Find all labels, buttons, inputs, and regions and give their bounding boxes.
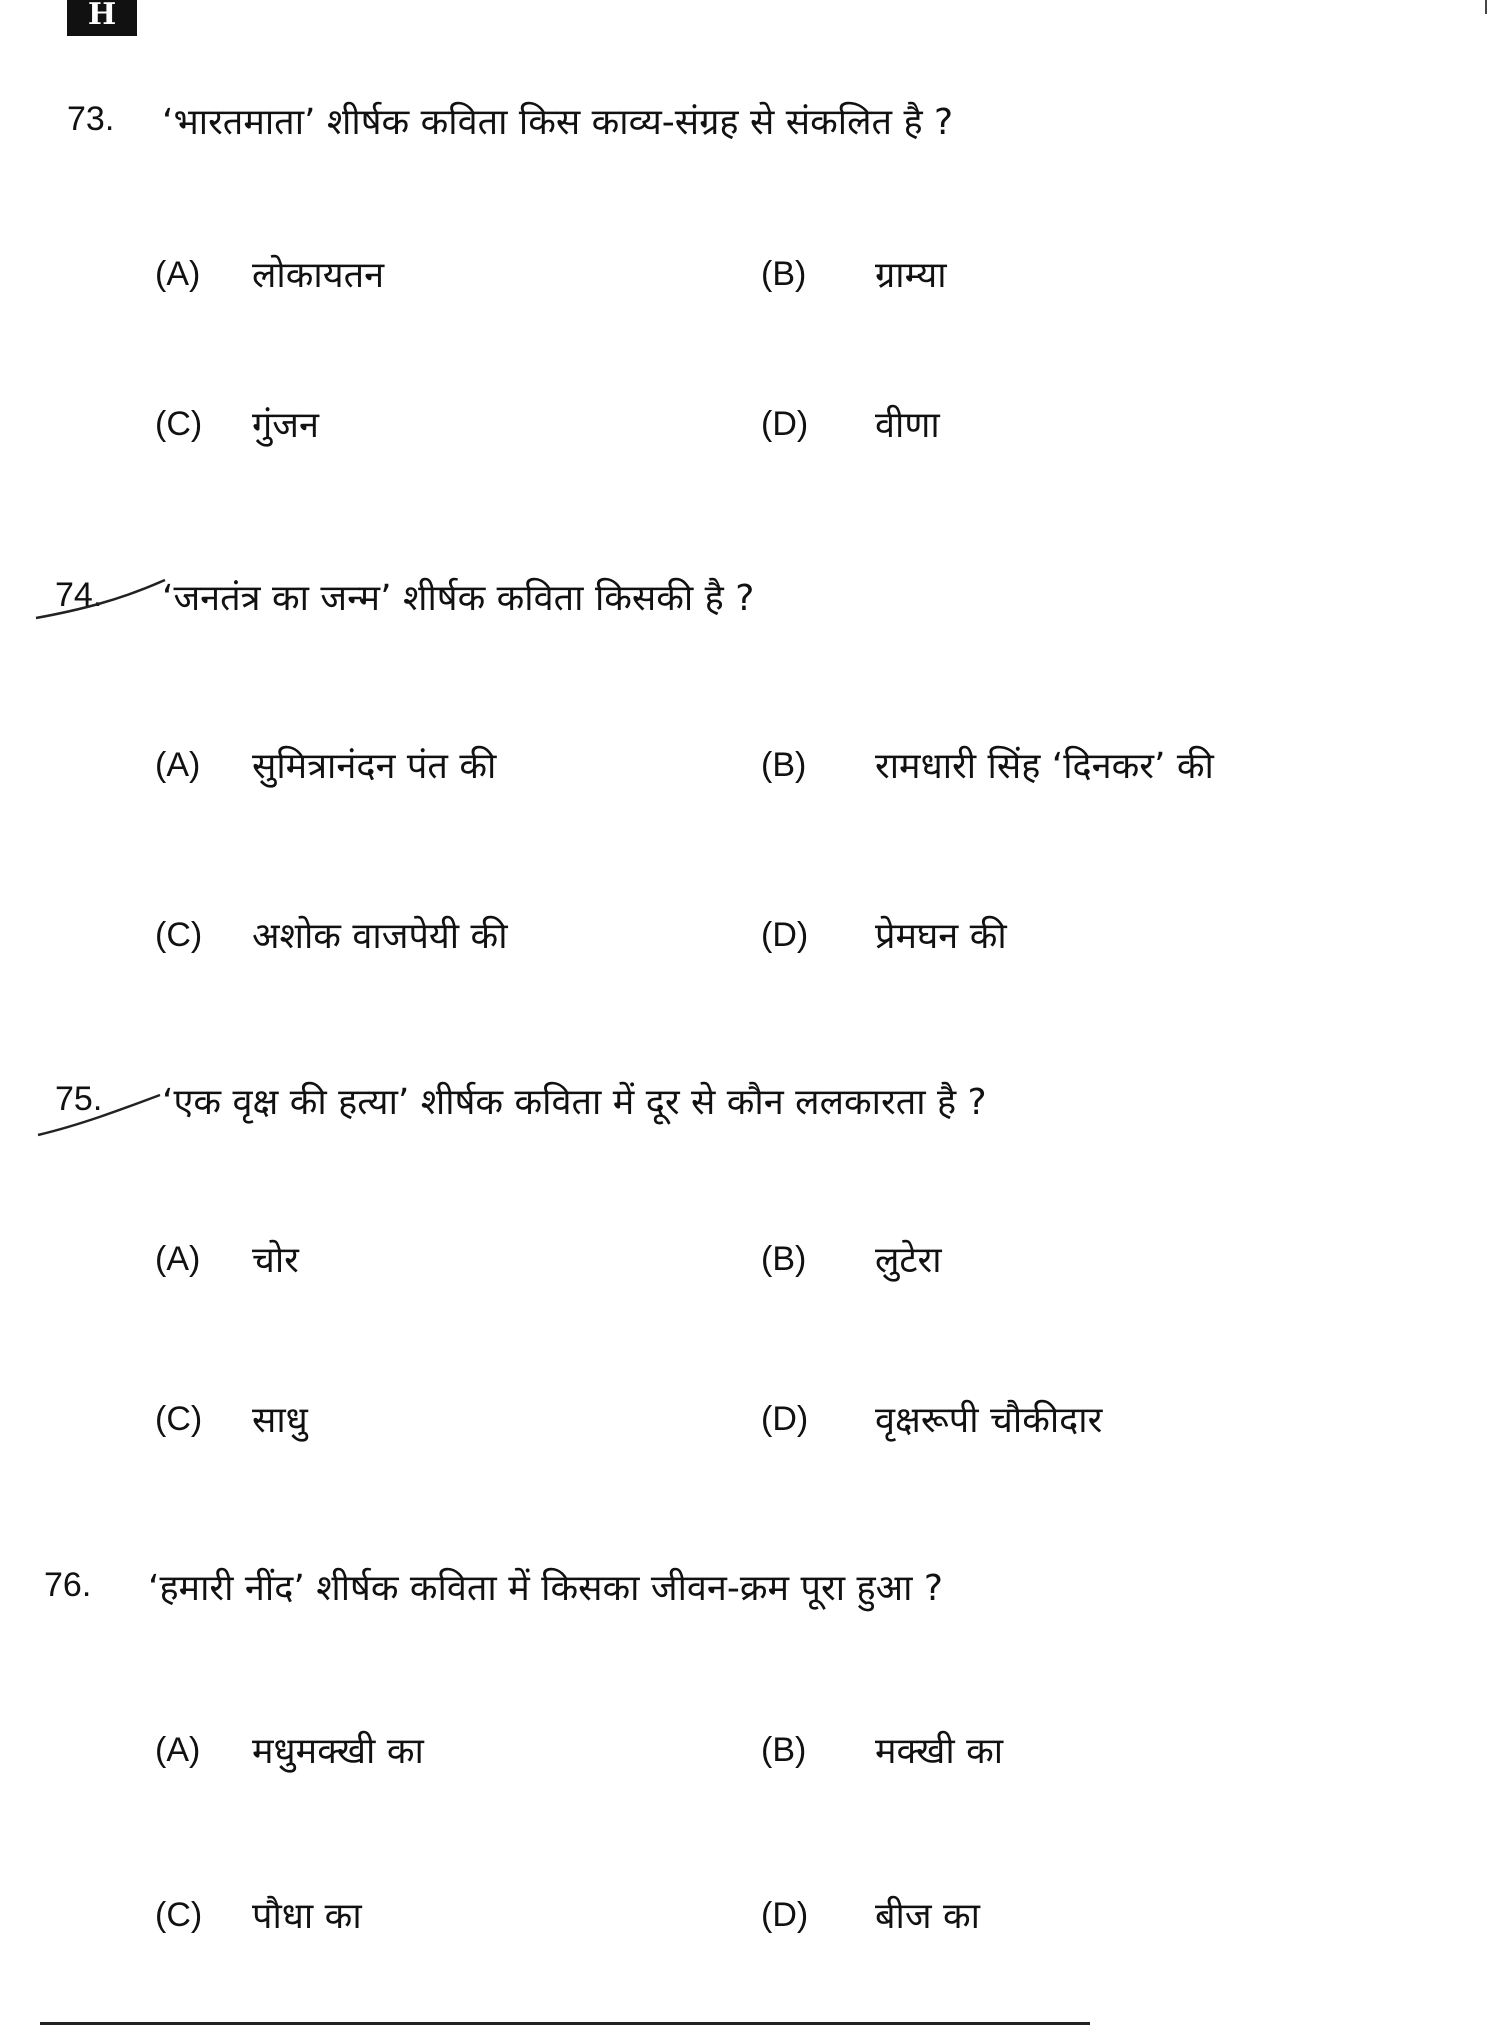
option-text: रामधारी सिंह ‘दिनकर’ की	[875, 746, 1214, 787]
question-number: 73.	[67, 100, 115, 138]
option-text: ग्राम्या	[875, 255, 947, 296]
option-label: (C)	[155, 1400, 203, 1438]
page-corner-mark	[1485, 0, 1487, 14]
option-label: (B)	[761, 1731, 807, 1769]
option-text: अशोक वाजपेयी की	[252, 916, 508, 957]
question-text: ‘हमारी नींद’ शीर्षक कविता में किसका जीवन-क्रम पूरा हुआ ?	[148, 1568, 943, 1609]
option-label: (A)	[155, 1240, 201, 1278]
option-label: (A)	[155, 255, 201, 293]
option-text: साधु	[252, 1400, 308, 1441]
option-label: (D)	[761, 405, 809, 443]
question-text: ‘भारतमाता’ शीर्षक कविता किस काव्य-संग्रह से संकलित है ?	[162, 102, 954, 143]
option-label: (D)	[761, 1896, 809, 1934]
option-label: (C)	[155, 405, 203, 443]
option-label: (D)	[761, 916, 809, 954]
option-label: (C)	[155, 916, 203, 954]
option-text: गुंजन	[252, 405, 319, 446]
bottom-rule	[40, 2022, 1090, 2025]
option-text: बीज का	[875, 1896, 981, 1937]
option-label: (A)	[155, 1731, 201, 1769]
option-text: प्रेमघन की	[875, 916, 1007, 957]
option-text: पौधा का	[252, 1896, 362, 1937]
option-text: सुमित्रानंदन पंत की	[252, 746, 497, 787]
option-text: वीणा	[875, 405, 940, 446]
question-number: 74.	[55, 576, 103, 614]
option-label: (C)	[155, 1896, 203, 1934]
option-text: मधुमक्खी का	[252, 1731, 424, 1772]
option-text: वृक्षरूपी चौकीदार	[875, 1400, 1103, 1441]
question-number: 76.	[44, 1566, 92, 1604]
option-text: लुटेरा	[875, 1240, 942, 1281]
question-number: 75.	[55, 1080, 103, 1118]
option-label: (D)	[761, 1400, 809, 1438]
option-text: मक्खी का	[875, 1731, 1004, 1772]
option-label: (B)	[761, 1240, 807, 1278]
set-code-badge: H	[67, 0, 137, 36]
option-label: (B)	[761, 255, 807, 293]
question-text: ‘जनतंत्र का जन्म’ शीर्षक कविता किसकी है ?	[162, 578, 755, 619]
option-text: चोर	[252, 1240, 299, 1281]
option-label: (B)	[761, 746, 807, 784]
question-text: ‘एक वृक्ष की हत्या’ शीर्षक कविता में दूर से कौन ललकारता है ?	[162, 1082, 987, 1123]
option-label: (A)	[155, 746, 201, 784]
option-text: लोकायतन	[252, 255, 385, 296]
